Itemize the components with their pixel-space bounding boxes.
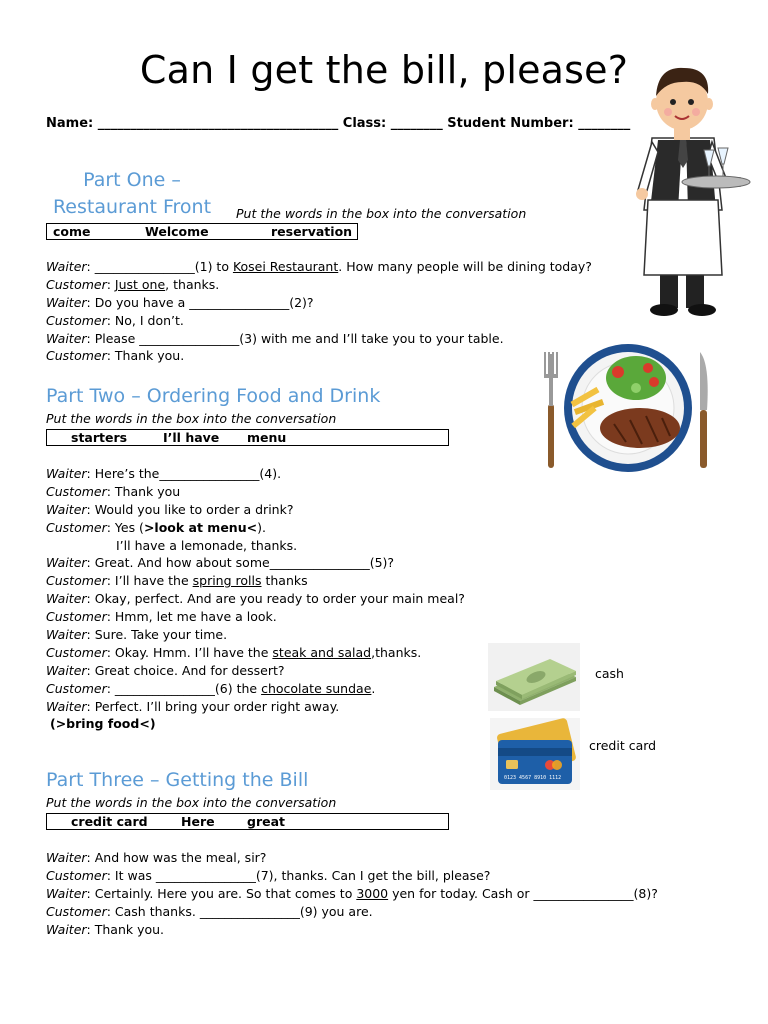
- dialogue-line: Waiter: Would you like to order a drink?: [46, 501, 294, 517]
- dialogue-line: Waiter: Certainly. Here you are. So that comes to 3000 yen for today. Cash or ________________(8)?: [46, 885, 658, 901]
- cash-label: cash: [595, 666, 624, 681]
- speaker-label: Waiter: [46, 259, 87, 274]
- class-label: Class:: [342, 116, 387, 131]
- part-two-heading: Part Two – Ordering Food and Drink: [46, 385, 381, 407]
- stage-direction: (>bring food<): [50, 716, 156, 732]
- speaker-label: Customer: [46, 348, 107, 364]
- answer-blank[interactable]: ________________: [199, 903, 300, 919]
- dialogue-line: Customer: I’ll have the spring rolls thanks: [46, 573, 308, 589]
- part-one-dialogue: [46, 258, 592, 365]
- dialogue-line: Waiter: Great choice. And for dessert?: [46, 662, 285, 678]
- part-one-heading-line2: Restaurant Front: [52, 196, 212, 218]
- dialogue-line: Waiter: Do you have a ________________(2)?: [46, 294, 314, 310]
- dialogue-line: Waiter: Thank you.: [46, 921, 165, 937]
- answer-blank[interactable]: ________________: [94, 259, 195, 274]
- answer-blank[interactable]: ________________: [269, 555, 370, 571]
- speaker-label: Waiter: [46, 850, 87, 865]
- word-box-item: I’ll have: [163, 430, 220, 445]
- speaker-label: Waiter: [46, 330, 87, 346]
- dialogue-line: Customer: Yes (>look at menu<).: [46, 519, 266, 535]
- dialogue-line: Waiter: Sure. Take your time.: [46, 627, 228, 643]
- class-field[interactable]: ________: [390, 116, 443, 131]
- speaker-label: Waiter: [46, 294, 87, 310]
- dialogue-line: I’ll have a lemonade, thanks.: [116, 537, 298, 553]
- speaker-label: Customer: [46, 276, 107, 292]
- speaker-label: Waiter: [46, 921, 87, 937]
- speaker-label: Customer: [46, 519, 107, 535]
- dialogue-line: Customer: Thank you: [46, 483, 181, 499]
- speaker-label: Waiter: [46, 555, 87, 571]
- part-two-word-box: [46, 429, 449, 446]
- dialogue-line: Waiter: Perfect. I’ll bring your order right away.: [46, 698, 340, 714]
- dialogue-line: Waiter: Please ________________(3) with me and I’ll take you to your table.: [46, 330, 504, 346]
- part-two-dialogue: [46, 465, 465, 733]
- speaker-label: Customer: [46, 609, 107, 625]
- plate-icon: [540, 344, 718, 474]
- word-box-item: reservation: [271, 224, 353, 239]
- student-info-line: [46, 116, 630, 131]
- dialogue-line: Customer: No, I don’t.: [46, 312, 184, 328]
- part-one-instruction: Put the words in the box into the conversation: [236, 206, 527, 221]
- name-field[interactable]: _____________________________________: [97, 116, 339, 131]
- part-one-heading-line1: Part One –: [83, 169, 181, 191]
- dialogue-line: Customer: Okay. Hmm. I’ll have the steak and salad,thanks.: [46, 644, 422, 660]
- dialogue-line: Waiter: Here’s the________________(4).: [46, 466, 282, 481]
- part-one-heading: [52, 167, 212, 221]
- dialogue-line: Waiter: Okay, perfect. And are you ready to order your main meal?: [46, 591, 465, 607]
- word-box-item: Here: [181, 814, 215, 829]
- answer-blank[interactable]: ________________: [114, 680, 215, 696]
- speaker-label: Customer: [46, 312, 107, 328]
- dialogue-line: Waiter: ________________(1) to Kosei Restaurant. How many people will be dining today?: [46, 259, 592, 274]
- part-three-word-box: [46, 813, 449, 830]
- answer-blank[interactable]: ________________: [155, 867, 256, 883]
- dialogue-line: Customer: ________________(6) the chocolate sundae.: [46, 680, 376, 696]
- speaker-label: Waiter: [46, 885, 87, 901]
- speaker-label: Customer: [46, 644, 107, 660]
- word-box-item: come: [53, 224, 91, 239]
- dialogue-line: Customer: Thank you.: [46, 348, 185, 364]
- speaker-label: Waiter: [46, 627, 87, 643]
- speaker-label: Waiter: [46, 466, 87, 481]
- dialogue-line: Waiter: Great. And how about some________________(5)?: [46, 555, 395, 571]
- dialogue-line: Customer: Just one, thanks.: [46, 276, 220, 292]
- page-title: Can I get the bill, please?: [139, 48, 629, 92]
- dialogue-line: Waiter: And how was the meal, sir?: [46, 850, 267, 865]
- answer-blank[interactable]: ________________: [189, 294, 290, 310]
- answer-blank[interactable]: ________________: [139, 330, 240, 346]
- part-one-word-box: [46, 223, 358, 240]
- name-label: Name:: [46, 116, 94, 131]
- speaker-label: Waiter: [46, 698, 87, 714]
- credit-card-label: credit card: [589, 738, 657, 753]
- part-three-dialogue: [46, 849, 658, 938]
- part-three-heading: Part Three – Getting the Bill: [46, 769, 309, 791]
- word-box-item: Welcome: [145, 224, 209, 239]
- part-three-instruction: Put the words in the box into the conversation: [46, 795, 337, 810]
- student-number-field[interactable]: ________: [578, 116, 631, 131]
- speaker-label: Waiter: [46, 662, 87, 678]
- word-box-item: great: [247, 814, 286, 829]
- waiter-icon: [630, 60, 760, 320]
- credit-card-icon: [490, 718, 580, 790]
- speaker-label: Customer: [46, 680, 107, 696]
- cash-icon: [488, 643, 580, 711]
- word-box-item: menu: [247, 430, 287, 445]
- speaker-label: Waiter: [46, 591, 87, 607]
- answer-blank[interactable]: ________________: [533, 885, 634, 901]
- student-number-label: Student Number:: [447, 116, 574, 131]
- dialogue-line: Customer: Cash thanks. ________________(9) you are.: [46, 903, 373, 919]
- answer-blank[interactable]: ________________: [159, 466, 260, 481]
- speaker-label: Customer: [46, 483, 107, 499]
- speaker-label: Customer: [46, 573, 107, 589]
- dialogue-line: Customer: Hmm, let me have a look.: [46, 609, 277, 625]
- part-two-instruction: Put the words in the box into the conversation: [46, 411, 337, 426]
- card-number-text: 0123 4567 8910 1112: [504, 775, 562, 781]
- speaker-label: Waiter: [46, 501, 87, 517]
- dialogue-line: Customer: It was ________________(7), thanks. Can I get the bill, please?: [46, 867, 491, 883]
- speaker-label: Customer: [46, 903, 107, 919]
- word-box-item: starters: [71, 430, 128, 445]
- speaker-label: Customer: [46, 867, 107, 883]
- word-box-item: credit card: [71, 814, 148, 829]
